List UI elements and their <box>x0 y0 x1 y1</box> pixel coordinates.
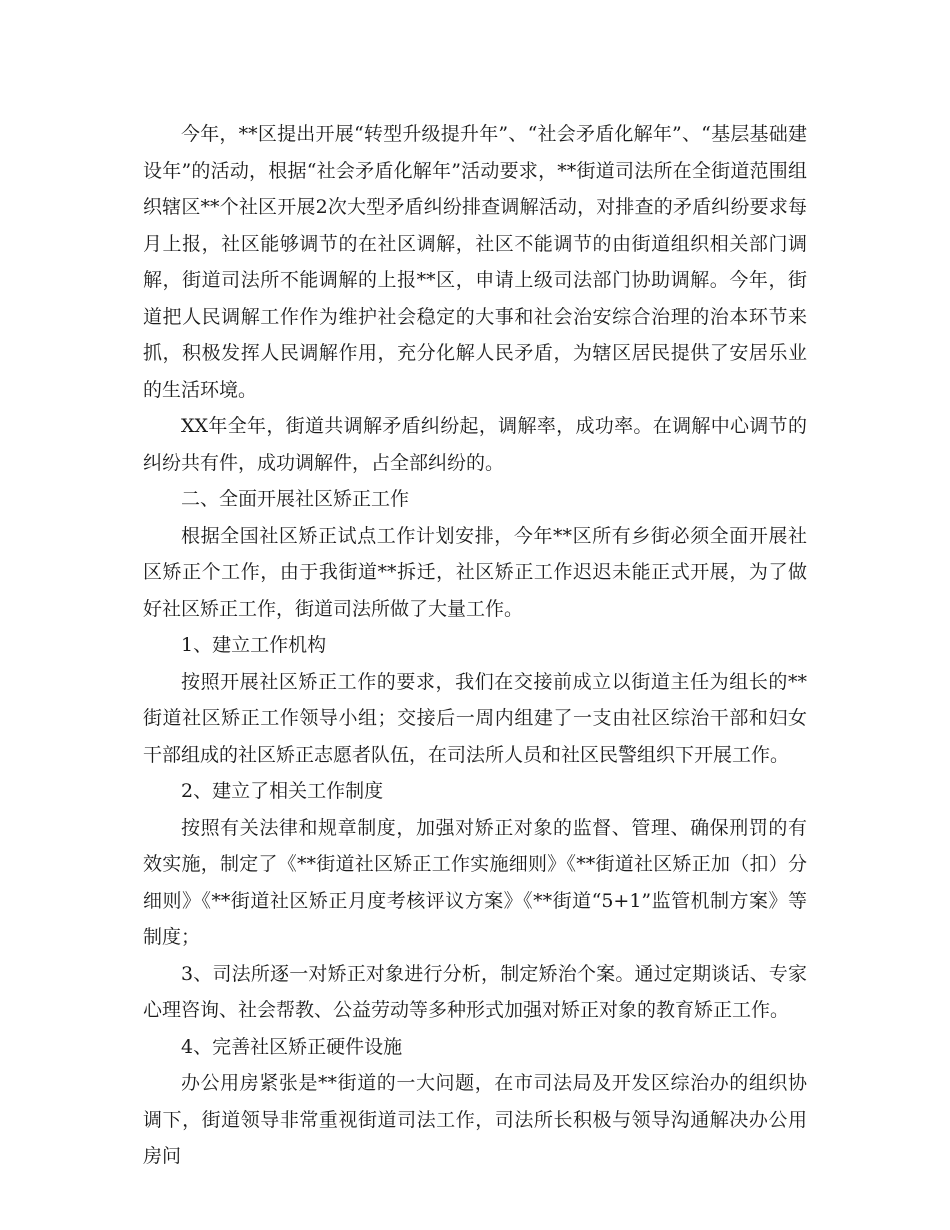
paragraph-mediation-overview: 今年，**区提出开展“转型升级提升年”、“社会矛盾化解年”、“基层基础建设年”的活动，根据“社会矛盾化解年”活动要求，**街道司法所在全街道范围组织辖区**个社区开展2次大型矛盾纠纷排查调解活动，对排查的矛盾纠纷要求每月上报，社区能够调节的在社区调解，社区不能调节的由街道组织相关部门调解，街道司法所不能调解的上报**区，申请上级司法部门协助调解。今年，街道把人民调解工作作为维护社会稳定的大事和社会治安综合治理的治本环节来抓，积极发挥人民调解作用，充分化解人民矛盾，为辖区居民提供了安居乐业的生活环境。 <box>143 123 807 401</box>
document-body <box>143 116 807 1175</box>
subheading-establish-organization: 1、建立工作机构 <box>181 634 327 656</box>
paragraph-system-details: 按照有关法律和规章制度，加强对矫正对象的监督、管理、确保刑罚的有效实施，制定了《**街道社区矫正工作实施细则》《**街道社区矫正加（扣）分细则》《**街道社区矫正月度考核评议方案》《**街道“5+1”监管机制方案》等制度； <box>143 816 807 948</box>
subheading-hardware-facilities: 4、完善社区矫正硬件设施 <box>181 1035 403 1058</box>
subheading-work-system: 2、建立了相关工作制度 <box>181 780 384 802</box>
paragraph-office-space: 办公用房紧张是**街道的一大问题，在市司法局及开发区综治办的组织协调下，街道领导非常重视街道司法工作，司法所长积极与领导沟通解决办公用房问 <box>143 1072 807 1167</box>
paragraph-organization-details: 按照开展社区矫正工作的要求，我们在交接前成立以街道主任为组长的**街道社区矫正工作领导小组；交接后一周内组建了一支由社区综治干部和妇女干部组成的社区矫正志愿者队伍，在司法所人员和社区民警组织下开展工作。 <box>143 670 807 766</box>
paragraph-case-analysis: 3、司法所逐一对矫正对象进行分析，制定矫治个案。通过定期谈话、专家心理咨询、社会帮教、公益劳动等多种形式加强对矫正对象的教育矫正工作。 <box>143 962 807 1021</box>
paragraph-annual-statistics: XX年全年，街道共调解矛盾纠纷起，调解率，成功率。在调解中心调节的纠纷共有件，成功调解件，占全部纠纷的。 <box>143 415 807 474</box>
paragraph-correction-background: 根据全国社区矫正试点工作计划安排，今年**区所有乡街必须全面开展社区矫正个工作，由于我街道**拆迁，社区矫正工作迟迟未能正式开展，为了做好社区矫正工作，街道司法所做了大量工作。 <box>143 524 807 620</box>
section-heading-community-correction: 二、全面开展社区矫正工作 <box>181 488 410 510</box>
